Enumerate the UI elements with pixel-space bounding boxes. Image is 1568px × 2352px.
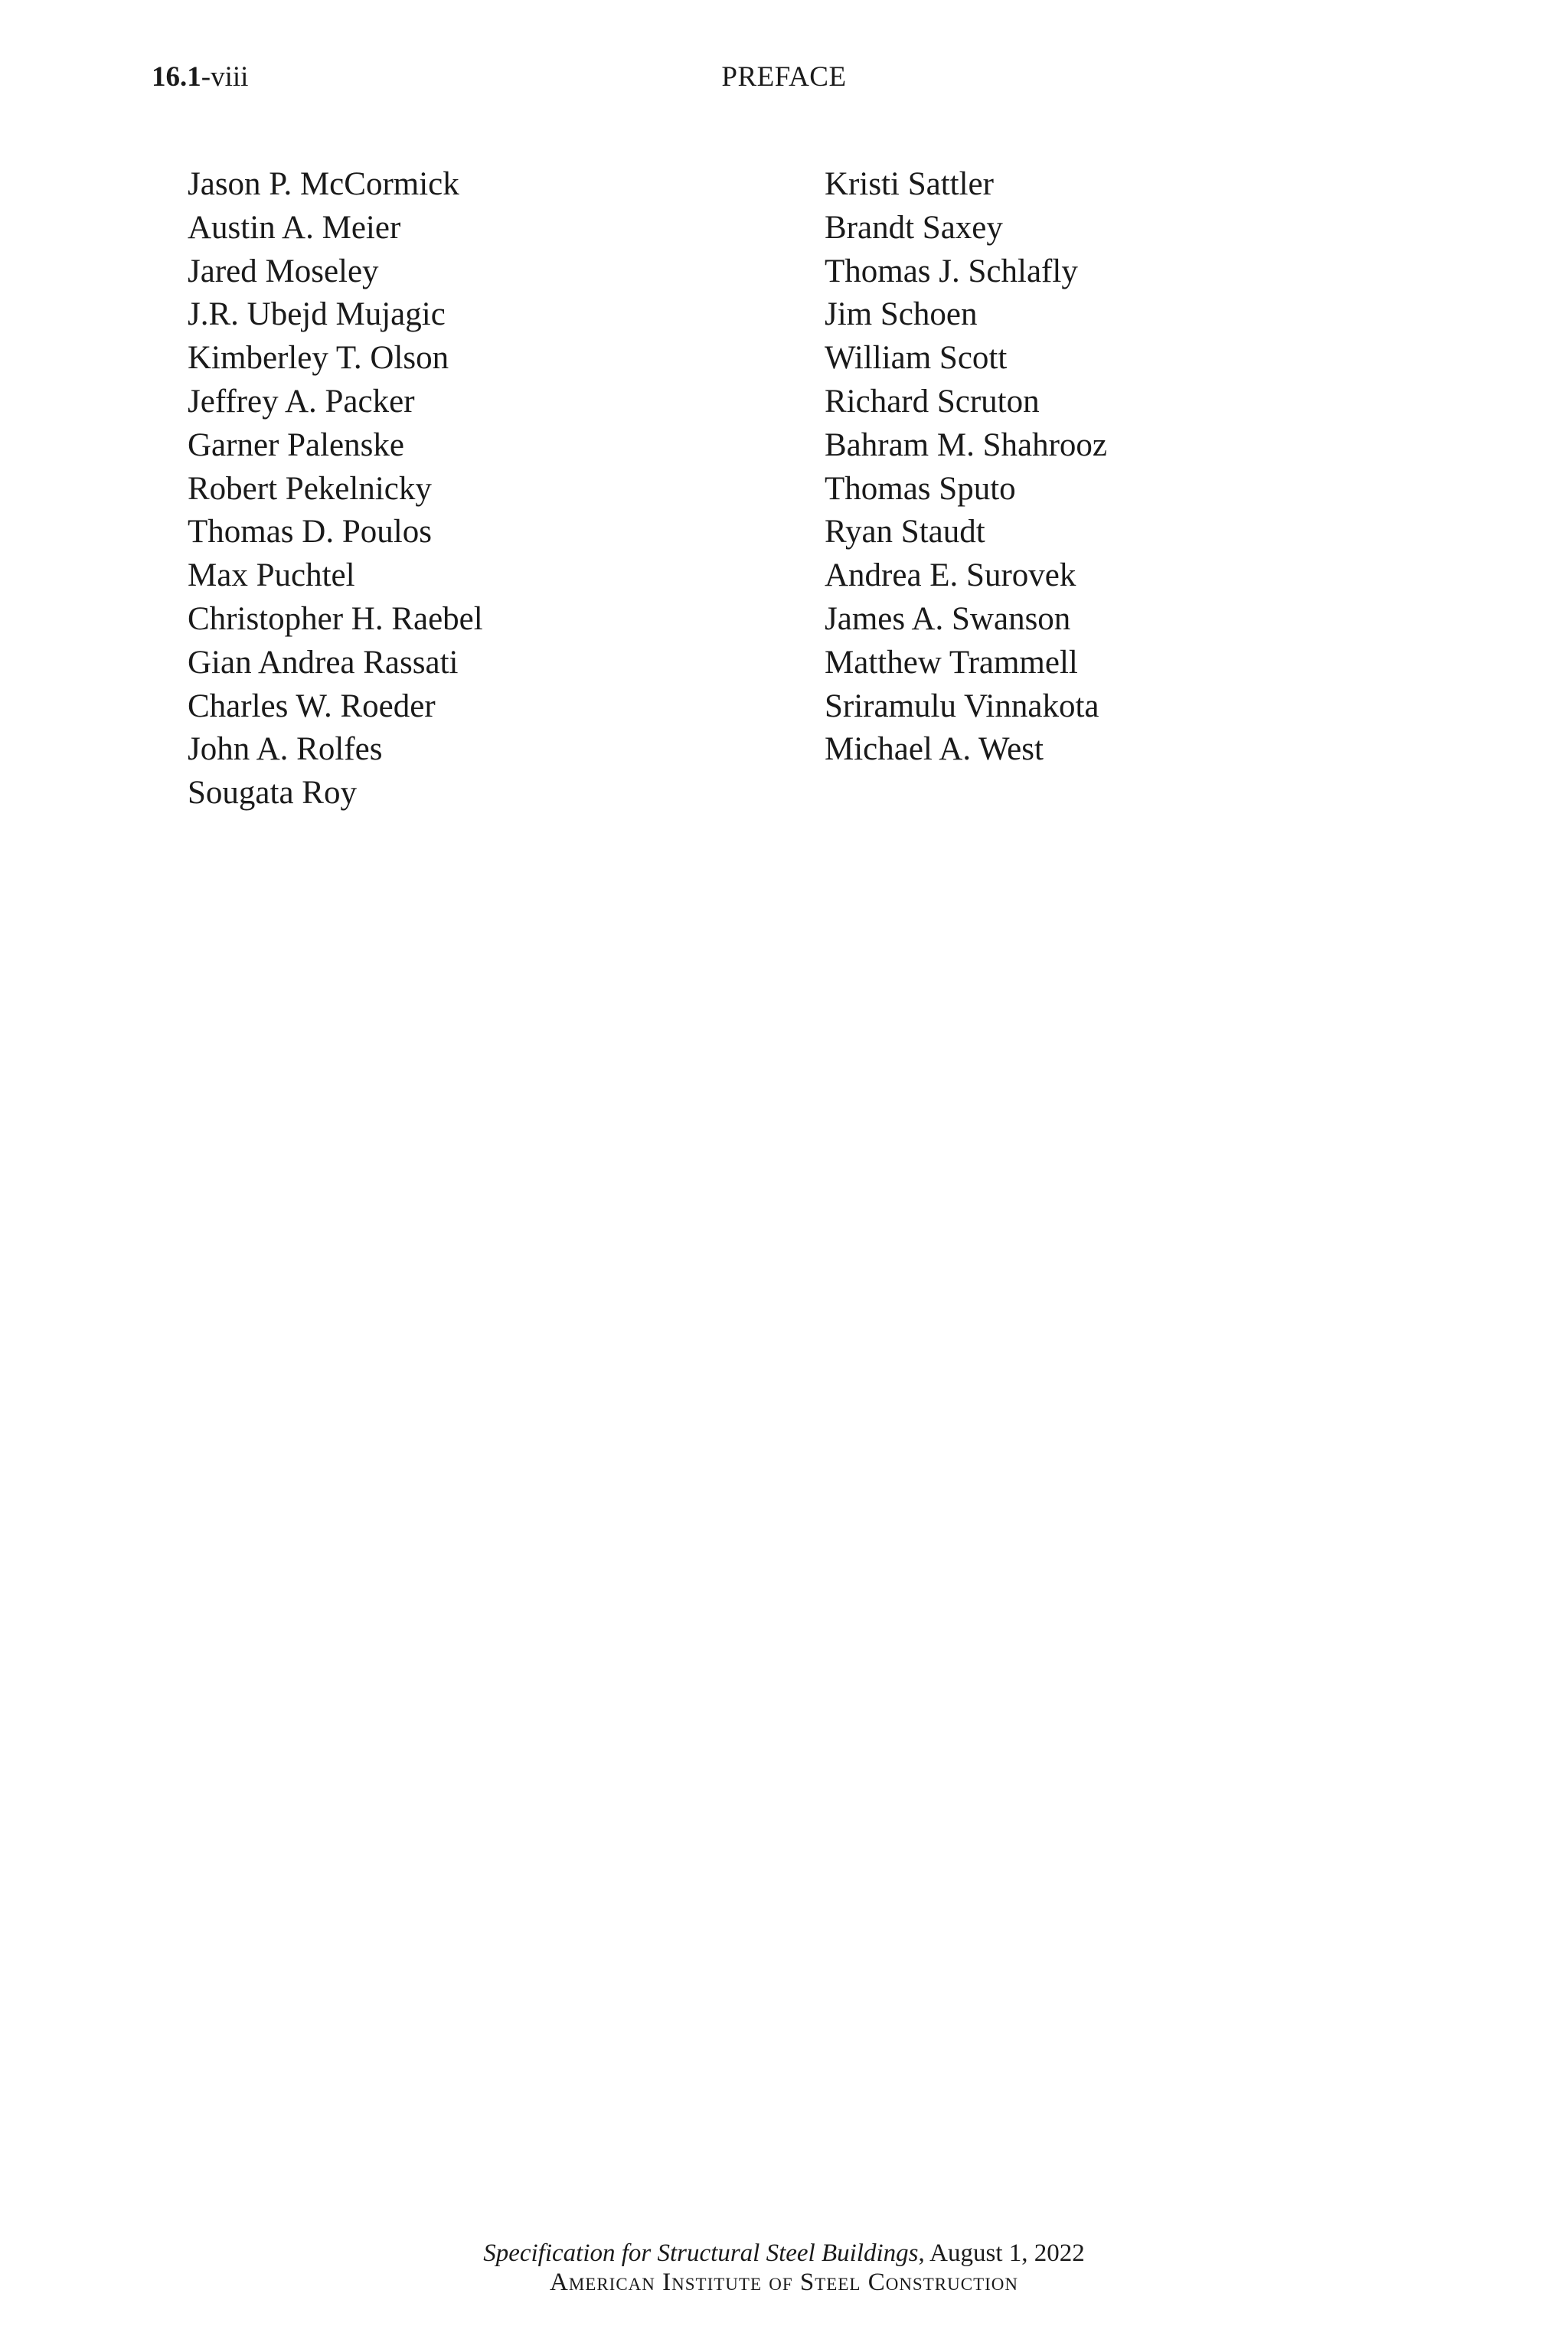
name-item: Bahram M. Shahrooz xyxy=(825,426,1108,463)
footer-spec-date: , August 1, 2022 xyxy=(918,2239,1085,2267)
name-item: Thomas D. Poulos xyxy=(188,514,432,550)
name-item: Jim Schoen xyxy=(825,296,978,333)
footer-spec-title: Specification for Structural Steel Buildings xyxy=(483,2239,919,2267)
name-item: William Scott xyxy=(825,340,1008,377)
name-item: John A. Rolfes xyxy=(188,731,383,768)
name-item: James A. Swanson xyxy=(825,600,1071,637)
name-item: Ryan Staudt xyxy=(825,514,985,550)
name-item: J.R. Ubejd Mujagic xyxy=(188,296,446,333)
name-item: Gian Andrea Rassati xyxy=(188,644,459,681)
name-item: Richard Scruton xyxy=(825,383,1040,420)
page-number-suffix: -viii xyxy=(201,61,249,93)
name-item: Sougata Roy xyxy=(188,775,357,812)
name-item: Thomas Sputo xyxy=(825,470,1016,507)
name-item: Sriramulu Vinnakota xyxy=(825,688,1099,724)
name-item: Thomas J. Schlafly xyxy=(825,253,1078,289)
name-item: Austin A. Meier xyxy=(188,209,401,246)
name-item: Brandt Saxey xyxy=(825,209,1003,246)
name-item: Jeffrey A. Packer xyxy=(188,383,415,420)
page-header xyxy=(152,58,1416,96)
running-head: PREFACE xyxy=(721,61,847,93)
name-item: Kristi Sattler xyxy=(825,166,994,202)
name-column-left xyxy=(188,163,483,815)
name-item: Michael A. West xyxy=(825,731,1044,768)
footer-spec-line xyxy=(0,2239,1568,2268)
name-item: Andrea E. Surovek xyxy=(825,557,1076,594)
page-number-section: 16.1 xyxy=(152,61,201,93)
name-item: Jason P. McCormick xyxy=(188,166,459,202)
name-item: Max Puchtel xyxy=(188,557,355,594)
name-item: Matthew Trammell xyxy=(825,644,1078,681)
name-item: Jared Moseley xyxy=(188,253,379,289)
name-item: Charles W. Roeder xyxy=(188,688,436,724)
name-item: Robert Pekelnicky xyxy=(188,470,432,507)
footer-organization: American Institute of Steel Construction xyxy=(550,2269,1018,2296)
name-item: Christopher H. Raebel xyxy=(188,600,483,637)
page-footer xyxy=(0,2239,1568,2297)
name-column-right xyxy=(825,163,1107,772)
name-item: Kimberley T. Olson xyxy=(188,340,449,377)
name-item: Garner Palenske xyxy=(188,426,404,463)
